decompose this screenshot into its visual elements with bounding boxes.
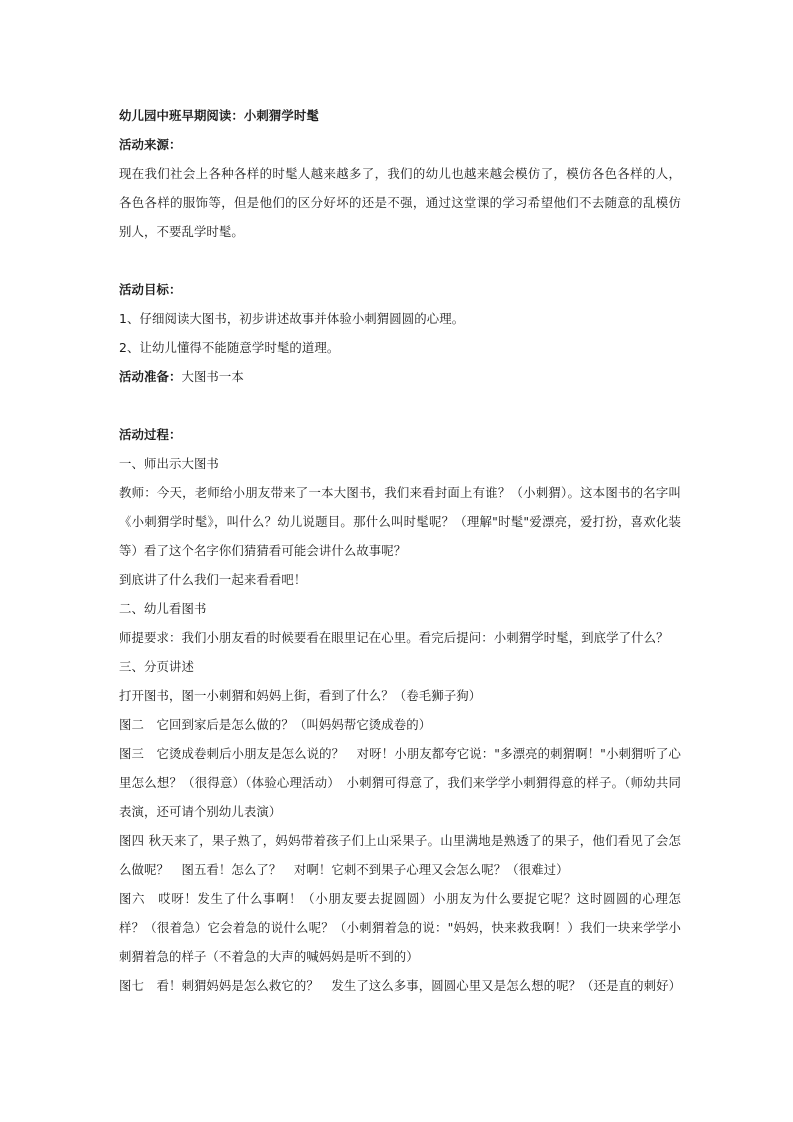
section-heading: 二、幼儿看图书 — [119, 601, 207, 616]
paragraph: 图六 哎呀！发生了什么事啊！（小朋友要去捉圆圆）小朋友为什么要捉它呢？这时圆圆的心理怎样？（很着急）它会着急的说什么呢？（小刺猬着急的说："妈妈，快来救我啊！）我们一块来学学小刺猬着急的样子（不着急的大声的喊妈妈是听不到的） — [119, 891, 681, 964]
process-heading: 活动过程： — [119, 427, 182, 442]
spacer — [119, 391, 681, 420]
document-title: 幼儿园中班早期阅读：小刺猬学时髦 — [119, 108, 319, 123]
paragraph: 图四 秋天来了，果子熟了，妈妈带着孩子们上山采果子。山里满地是熟透了的果子，他们看见了会怎么做呢？ 图五看！怎么了？ 对啊！它刺不到果子心理又会怎么呢？（很难过） — [119, 833, 681, 877]
paragraph: 图七 看！刺猬妈妈是怎么救它的？ 发生了这么多事，圆圆心里又是怎么想的呢？（还是直的刺好） — [119, 978, 682, 993]
section-heading: 一、师出示大图书 — [119, 456, 219, 471]
section-heading: 三、分页讲述 — [119, 659, 194, 674]
paragraph: 师提要求：我们小朋友看的时候要看在眼里记在心里。看完后提问：小刺猬学时髦，到底学了什么？ — [119, 630, 669, 645]
paragraph: 教师：今天，老师给小朋友带来了一本大图书，我们来看封面上有谁？（小刺猬）。这本图书的名字叫《小刺猬学时髦》，叫什么？幼儿说题目。那什么叫时髦呢？（理解"时髦"爱漂亮，爱打扮，喜欢化装等）看了这个名字你们猜猜看可能会讲什么故事呢？ — [119, 485, 681, 558]
prep-text: 大图书一本 — [181, 369, 244, 384]
paragraph: 图三 它烫成卷刺后小朋友是怎么说的？ 对呀！小朋友都夸它说："多漂亮的刺猬啊！"小刺猬听了心里怎么想？（很得意）（体验心理活动） 小刺猬可得意了，我们来学学小刺猬得意的样子。（师幼共同表演，还可请个别幼儿表演） — [119, 746, 681, 819]
source-heading: 活动来源： — [119, 137, 182, 152]
source-paragraph: 现在我们社会上各种各样的时髦人越来越多了，我们的幼儿也越来越会模仿了，模仿各色各样的人，各色各样的服饰等，但是他们的区分好坏的还是不强，通过这堂课的学习希望他们不去随意的乱模仿别人，不要乱学时髦。 — [119, 166, 681, 239]
prep-label: 活动准备： — [119, 369, 182, 384]
paragraph: 打开图书，图一小刺猬和妈妈上街，看到了什么？（卷毛狮子狗） — [119, 688, 482, 703]
goal-item: 2、让幼儿懂得不能随意学时髦的道理。 — [119, 340, 340, 355]
spacer — [119, 246, 681, 275]
prep-line — [119, 362, 681, 391]
goals-heading: 活动目标： — [119, 282, 182, 297]
paragraph: 图二 它回到家后是怎么做的？（叫妈妈帮它烫成卷的） — [119, 717, 432, 732]
document-body — [119, 101, 681, 1000]
goal-item: 1、仔细阅读大图书，初步讲述故事并体验小刺猬圆圆的心理。 — [119, 311, 465, 326]
paragraph: 到底讲了什么我们一起来看看吧！ — [119, 572, 307, 587]
